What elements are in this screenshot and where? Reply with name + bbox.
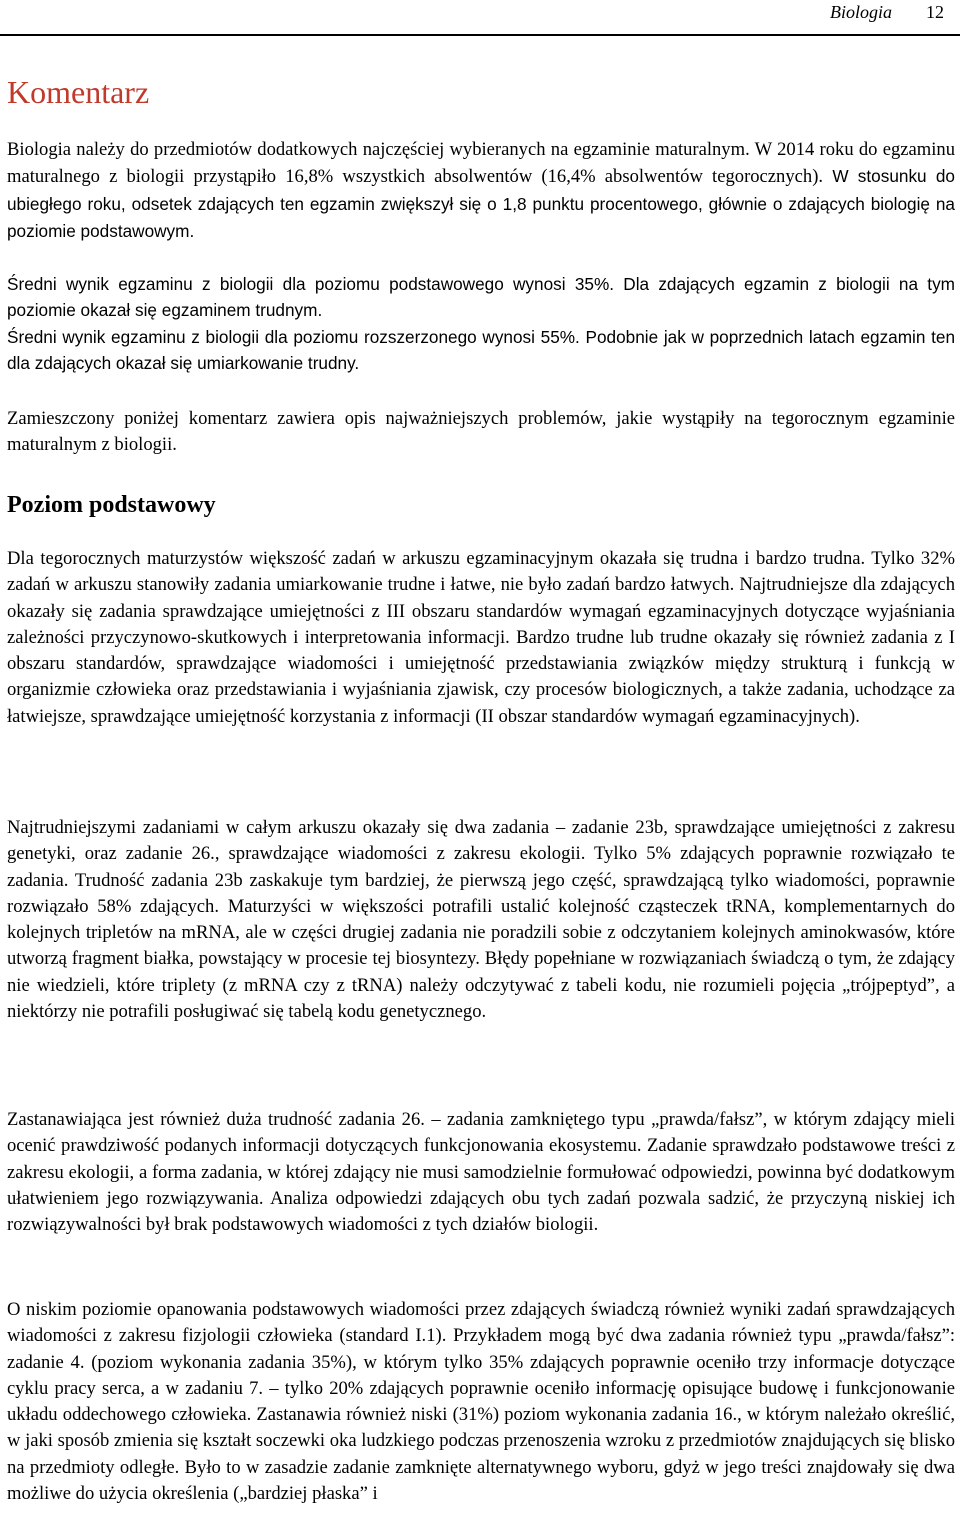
basic-text-4: O niskim poziomie opanowania podstawowych wiadomości przez zdających świadczą również wyniki zadań sprawdzających wiadomości z zakresu fizjologii człowieka (standard I.1). Przykładem mogą być dwa zadania również typu „prawda/fałsz”: zadanie 4. (poziom wykonania zadania 35%), w którym tylko 35% zdających poprawnie oceniło trzy informacje dotyczące cyklu pracy serca, a w zadaniu 7. – tylko 20% zdających poprawnie oceniło informację opisujące budowę i funkcjonowanie układu oddechowego człowieka. Zastanawia również niski (31%) poziom wykonania zadania 16., w którym należało określić, w jaki sposób zmienia się kształt soczewki oka ludzkiego podczas przenoszenia wzroku z przedmiotów znajdujących się blisko na przedmioty odległe. Było to w zasadzie zadanie zamknięte alternatywnego wyboru, gdyż w jego treści znajdowały się dwa możliwe do użycia określenia („bardziej płaska” i xyxy=(7,1299,955,1505)
basic-paragraph-2 xyxy=(7,815,955,1025)
header-title: Biologia xyxy=(830,2,892,22)
intro-paragraph-4 xyxy=(7,406,955,459)
basic-text-3: Zastanawiająca jest również duża trudność zadania 26. – zadania zamkniętego typu „prawda/fałsz”, w którym zdający mieli ocenić prawdziwość podanych informacji dotyczących funkcjonowania ekosystemu. Zadanie sprawdzało podstawowe treści z zakresu ekologii, a forma zadania, w której zdający nie musi samodzielnie formułować odpowiedzi, powinna być dodatkowym ułatwieniem jego rozwiązywania. Analiza odpowiedzi zdających obu tych zadań pozwala sadzić, że przyczyną niskiej ich rozwiązywalności był brak podstawowych wiadomości z tych działów biologii. xyxy=(7,1109,955,1236)
intro-text-2: Średni wynik egzaminu z biologii dla poziomu podstawowego wynosi 35%. Dla zdających egzamin z biologii na tym poziomie okazał się egzaminem trudnym. xyxy=(7,274,955,321)
intro-paragraph-1 xyxy=(7,137,955,245)
intro-paragraph-3 xyxy=(7,324,955,377)
intro-text-3: Średni wynik egzaminu z biologii dla poziomu rozszerzonego wynosi 55%. Podobnie jak w poprzednich latach egzamin ten dla zdających okazał się umiarkowanie trudny. xyxy=(7,327,955,374)
intro-text-sans: W stosunku do ubiegłego roku, odsetek zdających ten egzamin zwiększył się o 1,8 punktu procentowego, głównie o zdających biologię na poziomie podstawowym. xyxy=(7,166,955,241)
basic-paragraph-4 xyxy=(7,1297,955,1507)
basic-text-2: Najtrudniejszymi zadaniami w całym arkuszu okazały się dwa zadania – zadanie 23b, sprawdzające umiejętności z zakresu genetyki, oraz zadanie 26., sprawdzające wiadomości z zakresu ekologii. Tylko 5% zdających poprawnie rozwiązało te zadania. Trudność zadania 23b zaskakuje tym bardziej, że pierwszą jego część, sprawdzającą tylko wiadomości, poprawnie rozwiązało 58% zdających. Maturzyści w większości potrafili ustalić kolejność cząsteczek tRNA, komplementarnych do kolejnych tripletów na mRNA, ale w części drugiej zadania nie poradzili sobie z odczytaniem kolejnych aminokwasów, które utworzą fragment białka, powstający w procesie tej biosyntezy. Błędy popełniane w rozwiązaniach świadczą o tym, że zdający nie wiedzieli, które triplety (z mRNA czy z tRNA) należy odczytywać z tabeli kodu, nie rozumieli pojęcia „trójpeptyd”, a niektórzy nie potrafili posługiwać się tabelą kodu genetycznego. xyxy=(7,817,955,1023)
intro-text-4: Zamieszczony poniżej komentarz zawiera opis najważniejszych problemów, jakie wystąpiły na tegorocznym egzaminie maturalnym z biologii. xyxy=(7,408,955,456)
section-title: Komentarz xyxy=(7,74,150,110)
subsection-title: Poziom podstawowy xyxy=(7,492,216,518)
basic-text-1: Dla tegorocznych maturzystów większość zadań w arkuszu egzaminacyjnym okazała się trudna i bardzo trudna. Tylko 32% zadań w arkuszu stanowiły zadania umiarkowanie trudne i łatwe, nie było zadań bardzo łatwych. Najtrudniejsze dla zdających okazały się zadania sprawdzające umiejętności z III obszaru standardów wymagań egzaminacyjnych dotyczące wyjaśniania zależności przyczynowo-skutkowych i interpretowania informacji. Bardzo trudne lub trudne okazały się również zadania z I obszaru standardów, sprawdzające wiadomości i umiejętność przedstawiania związków między strukturą i funkcją w organizmie człowieka oraz przedstawiania i wyjaśniania zjawisk, czy procesów biologicznych, a także zadania, uchodzące za łatwiejsze, sprawdzające umiejętność korzystania z informacji (II obszar standardów wymagań egzaminacyjnych). xyxy=(7,548,955,727)
intro-paragraph-2 xyxy=(7,271,955,324)
subsection-heading xyxy=(7,490,955,520)
basic-paragraph-3 xyxy=(7,1107,955,1238)
intro-text-serif: Biologia należy do przedmiotów dodatkowych najczęściej wybieranych na egzaminie maturalnym. W 2014 roku do egzaminu maturalnego z biologii przystąpiło 16,8% wszystkich absolwentów (16,4% absolwentów tegorocznych). xyxy=(7,139,955,188)
basic-paragraph-1 xyxy=(7,546,955,730)
page-number: 12 xyxy=(926,2,944,22)
header-rule xyxy=(0,34,960,36)
running-header xyxy=(830,2,944,22)
